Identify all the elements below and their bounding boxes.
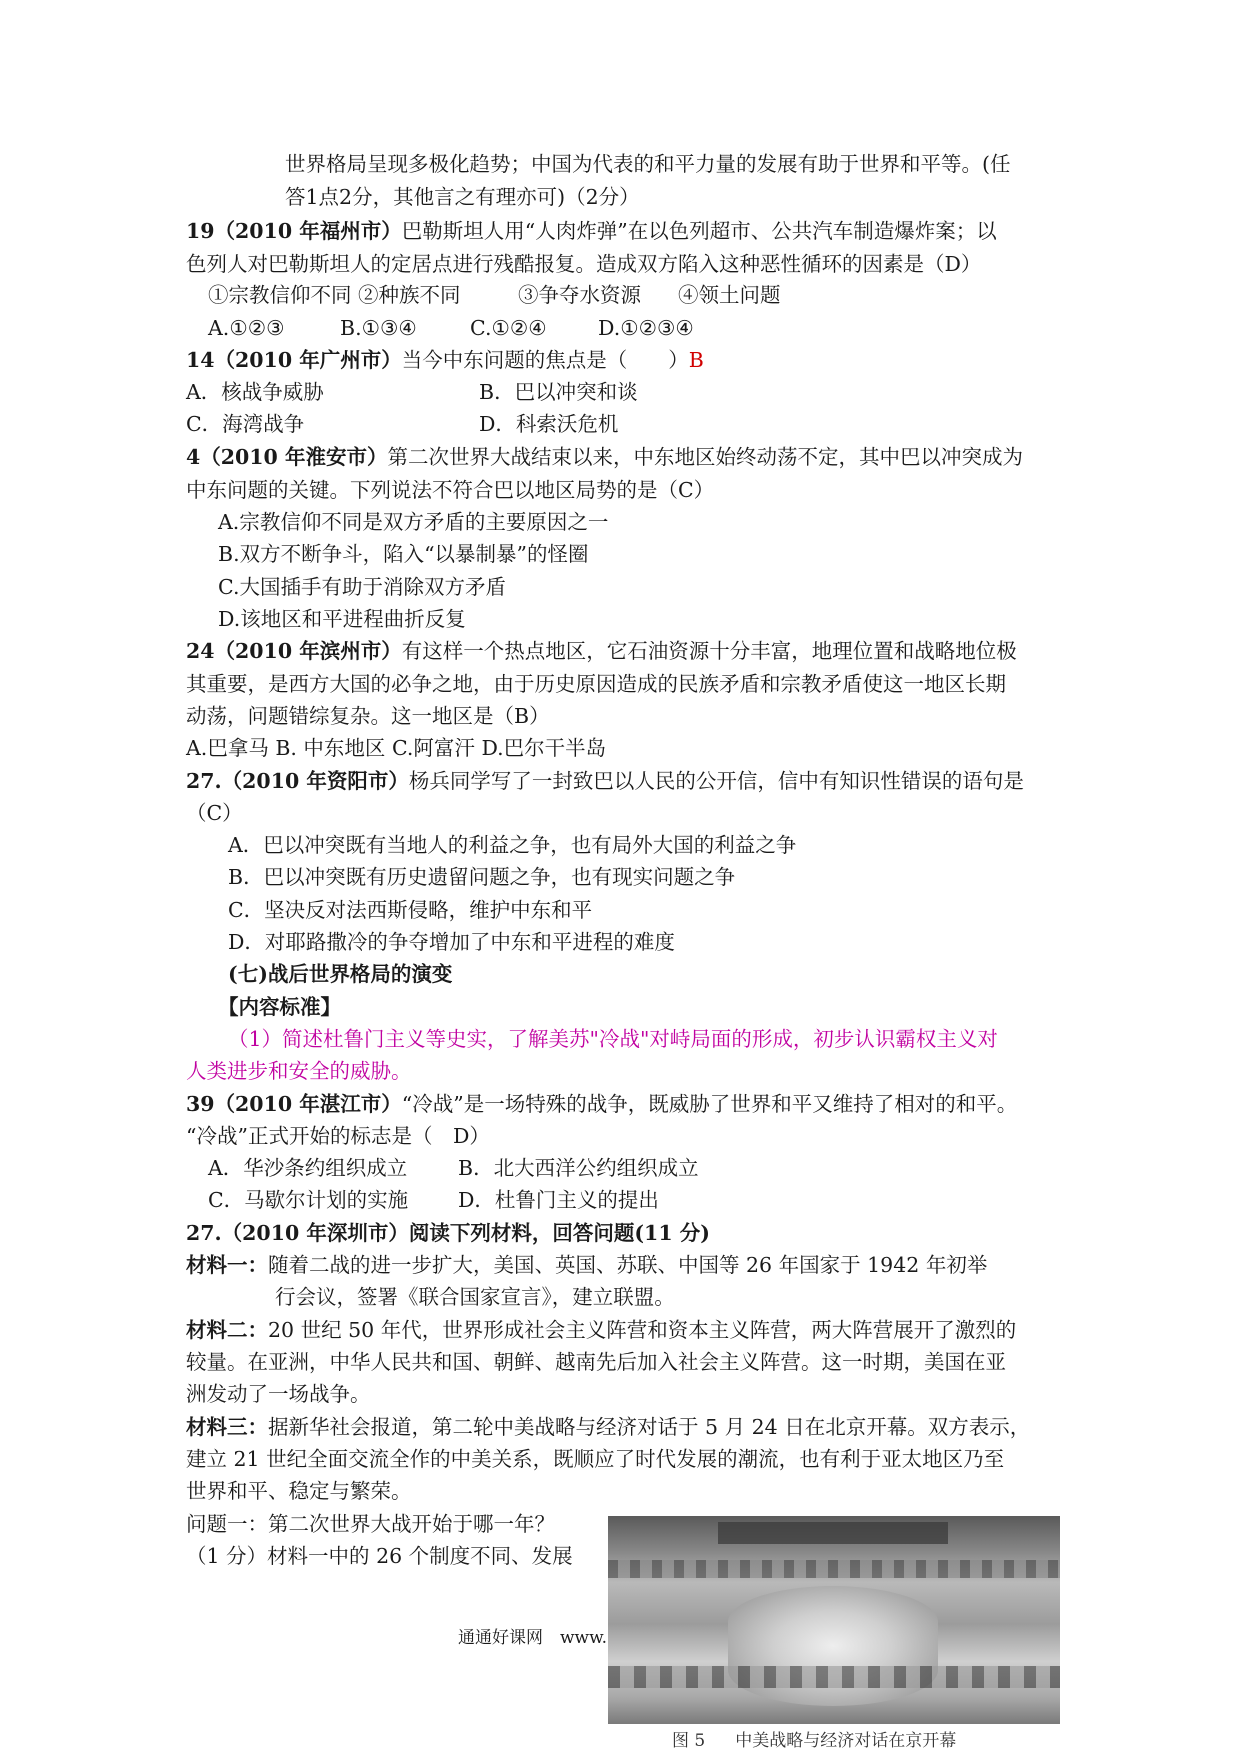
content-standard-2: 人类进步和安全的威胁。: [186, 1059, 412, 1083]
content-standard-label: 【内容标准】: [218, 995, 341, 1019]
material-1-cont: 行会议，签署《联合国家宣言》，建立联盟。: [275, 1285, 675, 1309]
question-24-source: 24（2010 年滨州市）: [186, 639, 402, 663]
line-answer-score: 答1点2分，其他言之有理亦可)（2分）: [285, 185, 640, 209]
content-standard-1: （1）简述杜鲁门主义等史实，了解美苏"冷战"对峙局面的形成，初步认识霸权主义对: [228, 1027, 998, 1051]
option-b: B．巴以冲突和谈: [479, 380, 638, 404]
material-2: [186, 1320, 1016, 1341]
material-1-text: 随着二战的进一步扩大，美国、英国、苏联、中国等 26 年国家于 1942 年初举: [268, 1253, 988, 1277]
photo-attendees-back: [608, 1560, 1060, 1578]
question-4-source: 4（2010 年淮安市）: [186, 445, 388, 469]
question-27a: [186, 771, 1024, 792]
question-one: 问题一：第二次世界大战开始于哪一年？: [186, 1512, 555, 1536]
figure-caption: [672, 1726, 956, 1751]
option-c: C．海湾战争: [186, 412, 305, 436]
item-1: ①宗教信仰不同: [208, 283, 352, 307]
question-one-cont: （1 分）材料一中的 26 个制度不同、发展: [186, 1544, 573, 1568]
figure-number: 图 5: [672, 1731, 706, 1751]
question-19-cont: 色列人对巴勒斯坦人的定居点进行残酷报复。造成双方陷入这种恶性循环的因素是（D）: [186, 252, 982, 276]
material-2-cont-1: 较量。在亚洲，中华人民共和国、朝鲜、越南先后加入社会主义阵营。这一时期，美国在亚: [186, 1350, 1006, 1374]
option-b: B．巴以冲突既有历史遗留问题之争，也有现实问题之争: [228, 865, 736, 889]
option-d: D．杜鲁门主义的提出: [458, 1188, 659, 1212]
question-19-items: [208, 285, 781, 306]
question-19-options: [208, 318, 694, 339]
question-14-answer: B: [688, 348, 704, 372]
question-4: [186, 447, 1023, 468]
material-3: [186, 1417, 1030, 1438]
photo-banner: [718, 1522, 948, 1544]
question-19-source: 19（2010 年福州市）: [186, 219, 402, 243]
option-c: C.①②④: [470, 316, 547, 340]
question-14-text: 当今中东问题的焦点是（ ）: [401, 348, 689, 372]
line-answer-cont: 世界格局呈现多极化趋势；中国为代表的和平力量的发展有助于世界和平等。(任: [285, 152, 1011, 176]
option-c: C．马歇尔计划的实施: [208, 1188, 409, 1212]
question-24-options: A.巴拿马 B. 中东地区 C.阿富汗 D.巴尔干半岛: [186, 736, 607, 760]
option-a: A．华沙条约组织成立: [208, 1156, 408, 1180]
question-24-cont-2: 动荡，问题错综复杂。这一地区是（B）: [186, 704, 550, 728]
question-39-source: 39（2010 年湛江市）: [186, 1092, 402, 1116]
question-24-text: 有这样一个热点地区，它石油资源十分丰富，地理位置和战略地位极: [401, 639, 1017, 663]
option-a: A.宗教信仰不同是双方矛盾的主要原因之一: [218, 510, 609, 534]
figure-caption-text: 中美战略与经济对话在京开幕: [735, 1731, 957, 1751]
question-24-cont-1: 其重要，是西方大国的必争之地，由于历史原因造成的民族矛盾和宗教矛盾使这一地区长期: [186, 672, 1006, 696]
option-d: D.该地区和平进程曲折反复: [218, 607, 466, 631]
option-b: B．北大西洋公约组织成立: [458, 1156, 699, 1180]
question-24: [186, 641, 1017, 662]
question-27a-answer: （C）: [186, 801, 243, 825]
question-27b: 27.（2010 年深圳市）阅读下列材料，回答问题(11 分): [186, 1221, 710, 1245]
question-4-cont: 中东问题的关键。下列说法不符合巴以地区局势的是（C）: [186, 478, 715, 502]
material-2-cont-2: 洲发动了一场战争。: [186, 1382, 371, 1406]
material-2-text: 20 世纪 50 年代，世界形成社会主义阵营和资本主义阵营，两大阵营展开了激烈的: [268, 1318, 1017, 1342]
footer-watermark: 通通好课网 www.: [458, 1628, 608, 1648]
question-39-options-2: [208, 1190, 659, 1211]
option-d: D．科索沃危机: [479, 412, 619, 436]
question-14-options-1: [186, 382, 638, 403]
material-3-text: 据新华社会报道，第二轮中美战略与经济对话于 5 月 24 日在北京开幕。双方表示，: [268, 1415, 1031, 1439]
question-19-text: 巴勒斯坦人用“人肉炸弹”在以色列超市、公共汽车制造爆炸案；以: [401, 219, 997, 243]
option-c: C．坚决反对法西斯侵略，维护中东和平: [228, 898, 593, 922]
material-1-label: 材料一：: [186, 1253, 268, 1277]
option-d: D．对耶路撒冷的争夺增加了中东和平进程的难度: [228, 930, 675, 954]
question-27a-text: 杨兵同学写了一封致巴以人民的公开信，信中有知识性错误的语句是: [408, 769, 1024, 793]
question-39: [186, 1094, 1017, 1115]
section-heading: (七)战后世界格局的演变: [228, 962, 453, 986]
photo-attendees-front: [608, 1666, 1060, 1688]
question-39-options-1: [208, 1158, 699, 1179]
question-4-text: 第二次世界大战结束以来，中东地区始终动荡不定，其中巴以冲突成为: [387, 445, 1023, 469]
item-4: ④领土问题: [678, 283, 781, 307]
option-c: C.大国插手有助于消除双方矛盾: [218, 575, 506, 599]
option-a: A．核战争威胁: [186, 380, 324, 404]
question-14: [186, 350, 704, 371]
option-b: B.双方不断争斗，陷入“以暴制暴”的怪圈: [218, 542, 589, 566]
option-b: B.①③④: [340, 316, 417, 340]
item-3: ③争夺水资源: [518, 283, 641, 307]
question-14-source: 14（2010 年广州市）: [186, 348, 402, 372]
item-2: ②种族不同: [358, 283, 461, 307]
photo-conference-table: [728, 1586, 938, 1706]
question-14-options-2: [186, 414, 618, 435]
question-39-text: “冷战”是一场特殊的战争，既威胁了世界和平又维持了相对的和平。: [401, 1092, 1018, 1116]
material-2-label: 材料二：: [186, 1318, 268, 1342]
material-3-cont-2: 世界和平、稳定与繁荣。: [186, 1479, 412, 1503]
question-27a-source: 27.（2010 年资阳市）: [186, 769, 409, 793]
material-3-label: 材料三：: [186, 1415, 268, 1439]
material-3-cont-1: 建立 21 世纪全面交流全作的中美关系，既顺应了时代发展的潮流，也有利于亚太地区乃至: [186, 1447, 1005, 1471]
option-d: D.①②③④: [598, 316, 694, 340]
option-a: A．巴以冲突既有当地人的利益之争，也有局外大国的利益之争: [228, 833, 797, 857]
question-39-cont: “冷战”正式开始的标志是（ D）: [186, 1124, 490, 1148]
question-19: [186, 221, 997, 242]
meeting-photo: [608, 1516, 1060, 1724]
material-1: [186, 1255, 987, 1276]
option-a: A.①②③: [208, 316, 285, 340]
